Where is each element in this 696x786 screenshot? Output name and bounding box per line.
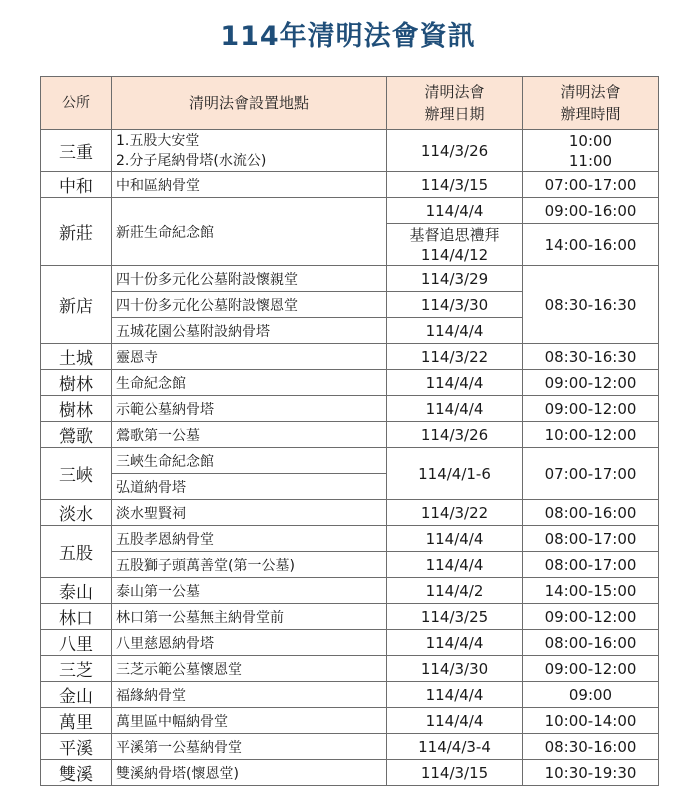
- date-cell: 114/4/4: [387, 552, 523, 578]
- location-cell: 中和區納骨堂: [112, 172, 387, 198]
- time-cell: 08:00-16:00: [523, 500, 659, 526]
- date-cell: 114/3/29: [387, 266, 523, 292]
- date-cell: 114/3/26: [387, 422, 523, 448]
- office-cell: 五股: [41, 526, 112, 578]
- office-cell: 土城: [41, 344, 112, 370]
- table-row: [41, 448, 659, 474]
- time-cell: 14:00-15:00: [523, 578, 659, 604]
- time-cell: 09:00-16:00: [523, 198, 659, 224]
- location-cell: 泰山第一公墓: [112, 578, 387, 604]
- office-cell: 泰山: [41, 578, 112, 604]
- table-row: [41, 130, 659, 172]
- office-cell: 平溪: [41, 734, 112, 760]
- date-line: 114/4/12: [420, 245, 489, 264]
- time-cell: 10:30-19:30: [523, 760, 659, 786]
- time-cell: 09:00: [523, 682, 659, 708]
- location-cell: 四十份多元化公墓附設懷親堂: [112, 266, 387, 292]
- location-cell: 鶯歌第一公墓: [112, 422, 387, 448]
- table-row: [41, 760, 659, 786]
- time-cell: 08:30-16:30: [523, 266, 659, 344]
- location-cell: 新莊生命紀念館: [112, 198, 387, 266]
- date-cell: 114/4/4: [387, 682, 523, 708]
- location-cell: 福緣納骨堂: [112, 682, 387, 708]
- office-cell: 三峽: [41, 448, 112, 500]
- header-row: [41, 77, 659, 130]
- office-cell: 八里: [41, 630, 112, 656]
- table-row: [41, 396, 659, 422]
- table-row: [41, 578, 659, 604]
- office-cell: 三重: [41, 130, 112, 172]
- location-cell: 五城花園公墓附設納骨塔: [112, 318, 387, 344]
- table-row: [41, 370, 659, 396]
- date-cell: 114/3/30: [387, 656, 523, 682]
- date-cell: 114/3/15: [387, 760, 523, 786]
- location-cell: [112, 130, 387, 172]
- date-cell: 114/4/4: [387, 318, 523, 344]
- time-cell: 09:00-12:00: [523, 604, 659, 630]
- location-cell: 萬里區中幅納骨堂: [112, 708, 387, 734]
- table-row: [41, 630, 659, 656]
- office-cell: 金山: [41, 682, 112, 708]
- table-row: [41, 604, 659, 630]
- location-cell: 八里慈恩納骨塔: [112, 630, 387, 656]
- date-cell: [387, 224, 523, 266]
- time-cell: 08:00-17:00: [523, 526, 659, 552]
- date-cell: 114/3/26: [387, 130, 523, 172]
- office-cell: 鶯歌: [41, 422, 112, 448]
- date-cell: 114/4/4: [387, 526, 523, 552]
- table-row: [41, 172, 659, 198]
- time-cell: 09:00-12:00: [523, 396, 659, 422]
- table-row: [41, 344, 659, 370]
- time-cell: 10:00-12:00: [523, 422, 659, 448]
- table-row: [41, 198, 659, 224]
- office-cell: 萬里: [41, 708, 112, 734]
- table-row: [41, 708, 659, 734]
- office-cell: 淡水: [41, 500, 112, 526]
- time-cell: 10:00-14:00: [523, 708, 659, 734]
- location-cell: 生命紀念館: [112, 370, 387, 396]
- date-line: 基督追思禮拜: [409, 225, 500, 244]
- location-cell: 靈恩寺: [112, 344, 387, 370]
- office-cell: 中和: [41, 172, 112, 198]
- office-cell: 樹林: [41, 396, 112, 422]
- time-cell: 08:30-16:30: [523, 344, 659, 370]
- date-cell: 114/4/4: [387, 708, 523, 734]
- location-cell: 雙溪納骨塔(懷恩堂): [112, 760, 387, 786]
- table-row: [41, 526, 659, 552]
- table-row: [41, 422, 659, 448]
- location-cell: 示範公墓納骨塔: [112, 396, 387, 422]
- office-cell: 新店: [41, 266, 112, 344]
- header-office: 公所: [41, 77, 112, 130]
- date-cell: 114/4/4: [387, 396, 523, 422]
- location-cell: 平溪第一公墓納骨堂: [112, 734, 387, 760]
- location-cell: 弘道納骨塔: [112, 474, 387, 500]
- time-cell: 09:00-12:00: [523, 656, 659, 682]
- location-cell: 四十份多元化公墓附設懷恩堂: [112, 292, 387, 318]
- office-cell: 三芝: [41, 656, 112, 682]
- location-cell: 三芝示範公墓懷恩堂: [112, 656, 387, 682]
- location-cell: 五股孝恩納骨堂: [112, 526, 387, 552]
- header-date: [387, 77, 523, 130]
- header-time-line1: 清明法會: [560, 83, 621, 101]
- location-line: 1.五股大安堂: [116, 132, 200, 149]
- time-line: 11:00: [568, 151, 613, 170]
- office-cell: 林口: [41, 604, 112, 630]
- time-cell: 08:00-16:00: [523, 630, 659, 656]
- header-time: [523, 77, 659, 130]
- date-cell: 114/4/4: [387, 198, 523, 224]
- location-cell: 淡水聖賢祠: [112, 500, 387, 526]
- office-cell: 雙溪: [41, 760, 112, 786]
- office-cell: 新莊: [41, 198, 112, 266]
- table-row: [41, 682, 659, 708]
- ceremony-table: [40, 76, 659, 786]
- time-cell: 14:00-16:00: [523, 224, 659, 266]
- page-title: 114年清明法會資訊: [220, 21, 476, 52]
- table-row: [41, 552, 659, 578]
- date-cell: 114/4/4: [387, 370, 523, 396]
- time-cell: 07:00-17:00: [523, 448, 659, 500]
- time-cell: 07:00-17:00: [523, 172, 659, 198]
- time-cell: 09:00-12:00: [523, 370, 659, 396]
- location-cell: 三峽生命紀念館: [112, 448, 387, 474]
- location-cell: 林口第一公墓無主納骨堂前: [112, 604, 387, 630]
- time-cell: 08:00-17:00: [523, 552, 659, 578]
- location-line: 2.分子尾納骨塔(水流公): [116, 152, 267, 169]
- date-cell: 114/4/1-6: [387, 448, 523, 500]
- date-cell: 114/3/25: [387, 604, 523, 630]
- date-cell: 114/3/15: [387, 172, 523, 198]
- date-cell: 114/4/3-4: [387, 734, 523, 760]
- time-cell: [523, 130, 659, 172]
- location-cell: 五股獅子頭萬善堂(第一公墓): [112, 552, 387, 578]
- header-date-line1: 清明法會: [424, 83, 485, 101]
- header-date-line2: 辦理日期: [424, 105, 485, 123]
- date-cell: 114/3/22: [387, 500, 523, 526]
- date-cell: 114/3/30: [387, 292, 523, 318]
- table-row: [41, 266, 659, 292]
- time-line: 10:00: [568, 131, 613, 150]
- table-row: [41, 734, 659, 760]
- table-row: [41, 656, 659, 682]
- time-cell: 08:30-16:00: [523, 734, 659, 760]
- date-cell: 114/4/4: [387, 630, 523, 656]
- header-time-line2: 辦理時間: [560, 105, 621, 123]
- date-cell: 114/3/22: [387, 344, 523, 370]
- office-cell: 樹林: [41, 370, 112, 396]
- table-row: [41, 500, 659, 526]
- date-cell: 114/4/2: [387, 578, 523, 604]
- header-location: 清明法會設置地點: [112, 77, 387, 130]
